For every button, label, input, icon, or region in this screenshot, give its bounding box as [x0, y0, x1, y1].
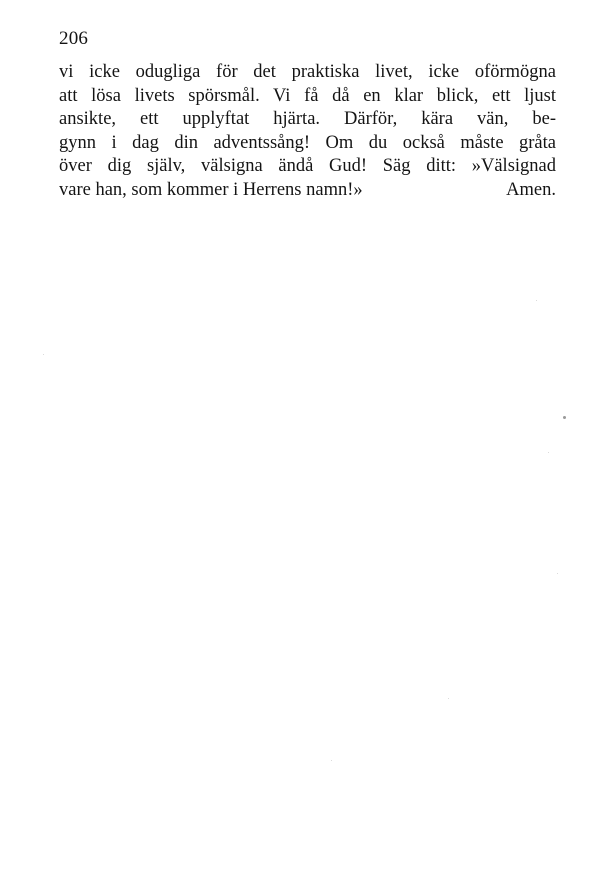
paper-speck — [548, 452, 549, 453]
text-line-1: vi icke odugliga för det praktiska livet, icke oförmögna — [59, 62, 556, 82]
text-line-3: ansikte, ett upplyftat hjärta. Därför, kära vän, be- — [59, 109, 556, 130]
body-text — [59, 61, 556, 203]
paper-speck — [331, 760, 332, 761]
paper-speck — [43, 354, 44, 355]
paper-speck — [448, 698, 449, 699]
text-line-4: gynn i dag din adventssång! Om du också måste gråta — [59, 132, 556, 153]
closing-amen: Amen. — [506, 179, 556, 200]
paper-speck — [557, 573, 558, 574]
page-number: 206 — [59, 28, 89, 49]
last-line-text: vare han, som kommer i Herrens namn!» — [59, 179, 363, 200]
paper-speck — [536, 300, 537, 301]
text-line-5: över dig själv, välsigna ändå Gud! Säg ditt: »Välsignad — [59, 156, 556, 177]
text-line-2: att lösa livets spörsmål. Vi få då en klar blick, ett ljust — [59, 85, 556, 106]
paper-speck — [563, 416, 566, 419]
text-line-6 — [59, 179, 556, 203]
